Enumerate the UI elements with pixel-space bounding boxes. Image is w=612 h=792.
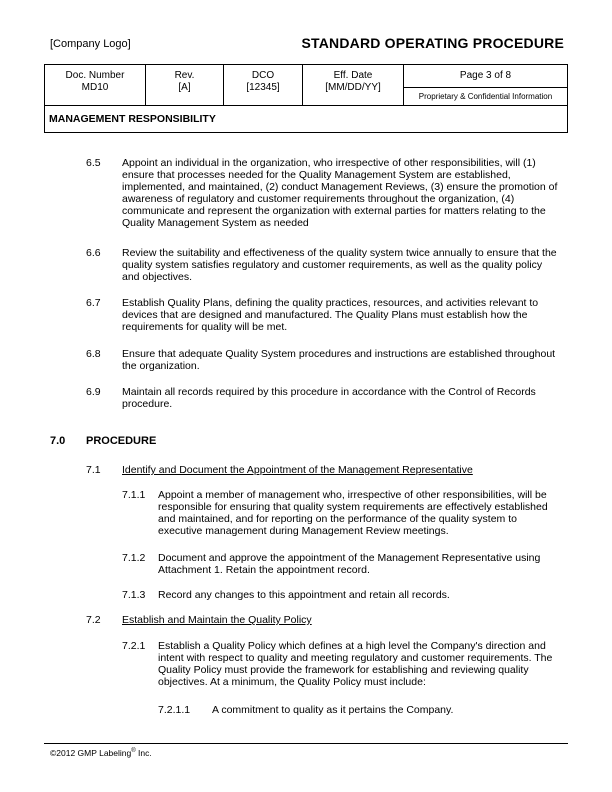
rev-label: Rev. [174, 70, 195, 81]
section-title: MANAGEMENT RESPONSIBILITY [45, 106, 568, 133]
footer-divider [44, 743, 568, 744]
dco-value: [12345] [246, 82, 280, 93]
item-7-2-1-1-text: A commitment to quality as it pertains the Company. [212, 704, 454, 716]
doc-number-label: Doc. Number [65, 70, 125, 81]
item-text: Ensure that adequate Quality System procedures and instructions are established throughout the organization. [122, 348, 556, 372]
item-7-1-1-text: Appoint a member of management who, irrespective of other responsibilities, will be responsible for ensuring that quality system requirements are effectively established and maintained, and for reporting on the performance of the quality system to executive management during Management Review meetings. [158, 489, 548, 537]
page-number: Page 3 of 8 [459, 70, 512, 81]
subsection-7-1-title: Identify and Document the Appointment of the Management Representative [122, 464, 473, 476]
page-cell [404, 65, 568, 106]
copyright-text: ©2012 GMP Labeling [50, 748, 132, 758]
item-text: Establish Quality Plans, defining the quality practices, resources, and activities relevant to devices that are designed and manufactured. The Quality Plans must establish how the requirements for quality will be met. [122, 297, 539, 333]
section-number: 7.0 [50, 435, 66, 447]
item-text: Maintain all records required by this procedure in accordance with the Control of Records procedure. [122, 386, 536, 410]
confidential-notice: Proprietary & Confidential Information [404, 87, 567, 105]
dco-label: DCO [251, 70, 275, 81]
item-7-1-2-number: 7.1.2 [122, 552, 146, 564]
item-number: 6.7 [86, 297, 101, 309]
item-number: 6.9 [86, 386, 101, 398]
item-7-1-3-number: 7.1.3 [122, 589, 146, 601]
rev-value: [A] [178, 82, 191, 93]
item-7-2-1-1-number: 7.2.1.1 [158, 704, 191, 716]
eff-date-label: Eff. Date [333, 70, 373, 81]
item-7-1-1-number: 7.1.1 [122, 489, 146, 501]
item-7-2-1-number: 7.2.1 [122, 640, 146, 652]
item-number: 6.5 [86, 157, 101, 169]
subsection-7-2-number: 7.2 [86, 614, 101, 626]
registered-mark: ® [131, 748, 136, 755]
document-title: STANDARD OPERATING PROCEDURE [301, 35, 564, 51]
rev-cell [146, 65, 224, 106]
eff-date-value: [MM/DD/YY] [325, 82, 381, 93]
header-table [44, 64, 568, 133]
company-logo-placeholder: [Company Logo] [50, 38, 131, 50]
item-number: 6.8 [86, 348, 101, 360]
item-text: Review the suitability and effectiveness of the quality system twice annually to ensure that the quality system satisfies regulatory and customer requirements, as well as the quality policy and objectives. [122, 247, 557, 283]
subsection-7-2-title: Establish and Maintain the Quality Policy [122, 614, 312, 626]
section-7-heading [50, 435, 156, 447]
item-7-1-3-text: Record any changes to this appointment and retain all records. [158, 589, 450, 601]
item-number: 6.6 [86, 247, 101, 259]
item-7-2-1-text: Establish a Quality Policy which defines at a high level the Company's direction and intent with respect to quality and meeting regulatory and customer requirements. The Quality Policy must provide the framework for establishing and reviewing quality objectives. At a minimum, the Quality Policy must include: [158, 640, 553, 688]
eff-date-cell [303, 65, 404, 106]
footer-copyright [50, 748, 152, 758]
doc-number-value: MD10 [81, 82, 109, 93]
subsection-7-1-number: 7.1 [86, 464, 101, 476]
dco-cell [224, 65, 303, 106]
item-text: Appoint an individual in the organization, who irrespective of other responsibilities, will (1) ensure that processes needed for the Quality Management System are established, implemented, and maintained, (2) conduct Management Reviews, (3) ensure the promotion of awareness of regulatory and customer requirements throughout the organization, (4) communicate and represent the organization with external parties for matters relating to the Quality Management System as needed [122, 157, 558, 229]
doc-number-cell [45, 65, 146, 106]
copyright-suffix: Inc. [135, 748, 152, 758]
section-heading-text: PROCEDURE [86, 435, 157, 447]
item-7-1-2-text: Document and approve the appointment of the Management Representative using Attachment 1. Retain the appointment record. [158, 552, 541, 576]
